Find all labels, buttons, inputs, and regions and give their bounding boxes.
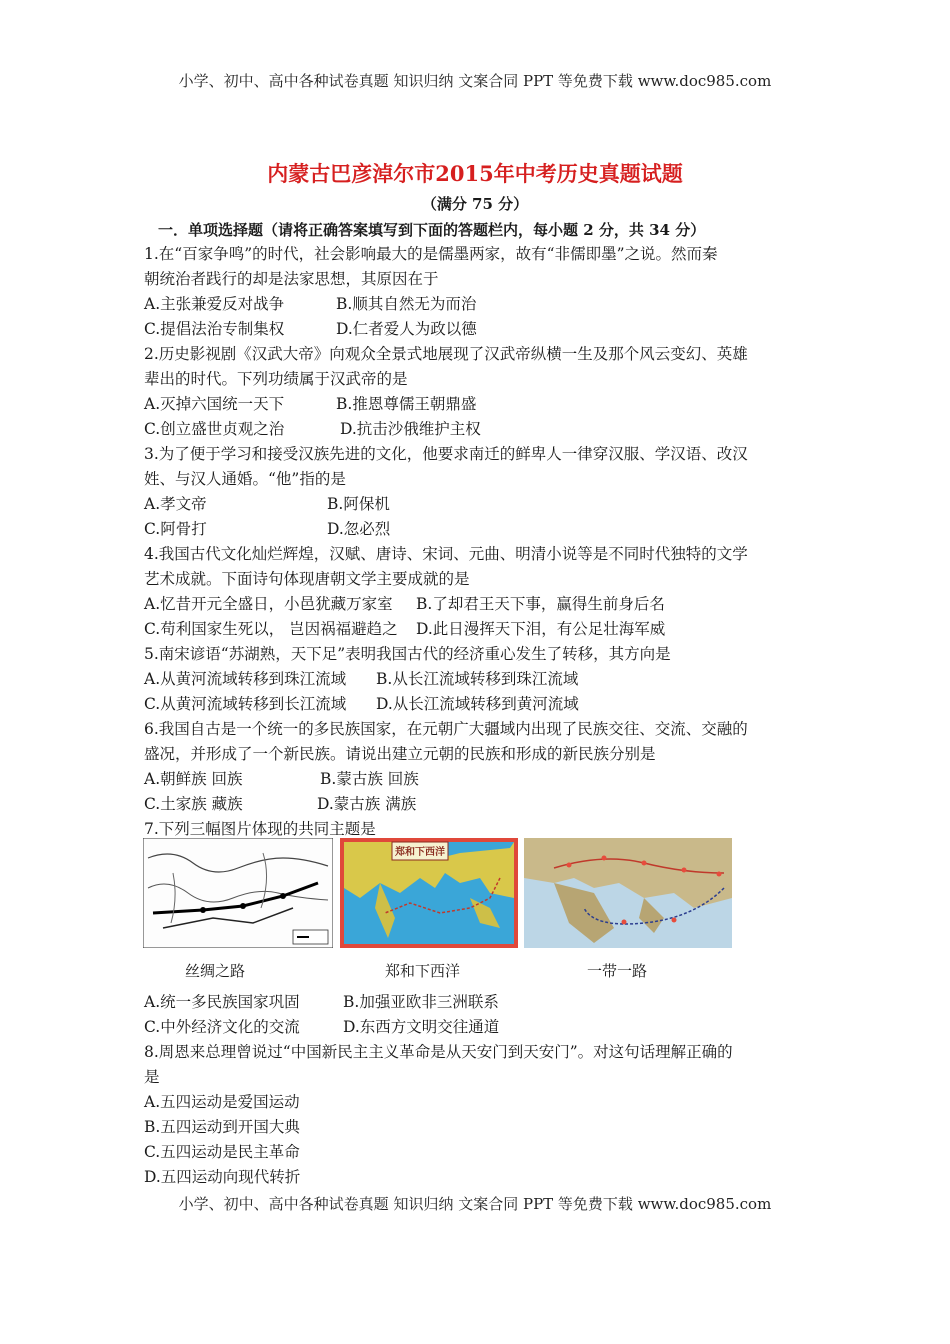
- exam-title: 内蒙古巴彦淖尔市2015年中考历史真题试题: [267, 161, 683, 186]
- q3-options-ab: [144, 494, 390, 514]
- q5-option-c: C.从黄河流域转移到长江流域: [144, 695, 347, 713]
- q3-option-a: A.孝文帝: [144, 495, 207, 513]
- q2-option-b: B.推恩尊儒王朝鼎盛: [336, 395, 477, 413]
- q3-option-b: B.阿保机: [327, 495, 390, 513]
- q6-stem-line1: 6.我国自古是一个统一的多民族国家，在元朝广大疆域内出现了民族交往、交流、交融的: [144, 720, 748, 738]
- q6-option-b: B.蒙古族 回族: [320, 770, 419, 788]
- q3-options-cd: [144, 519, 391, 539]
- caption-zheng-he: 郑和下西洋: [385, 962, 461, 980]
- q1-option-a: A.主张兼爱反对战争: [144, 295, 285, 313]
- q1-stem-line2: 朝统治者践行的却是法家思想，其原因在于: [144, 270, 439, 288]
- q3-option-c: C.阿骨打: [144, 520, 207, 538]
- q4-option-b: B.了却君王天下事，赢得生前身后名: [416, 595, 665, 613]
- q1-option-b: B.顺其自然无为而治: [336, 295, 477, 313]
- q7-option-a: A.统一多民族国家巩固: [144, 993, 300, 1011]
- q3-stem-line2: 姓、与汉人通婚。“他”指的是: [144, 470, 346, 488]
- silk-road-map: [143, 838, 333, 948]
- q4-options-cd: [144, 619, 666, 639]
- q4-option-d: D.此日漫挥天下泪，有公足壮海军威: [416, 620, 666, 638]
- q8-option-a: A.五四运动是爱国运动: [144, 1093, 300, 1111]
- caption-silk-road: 丝绸之路: [185, 962, 246, 980]
- q5-stem-line1: 5.南宋谚语“苏湖熟，天下足”表明我国古代的经济重心发生了转移，其方向是: [144, 645, 671, 663]
- page-footer: 小学、初中、高中各种试卷真题 知识归纳 文案合同 PPT 等免费下载 www.doc985.com: [178, 1195, 772, 1213]
- section-heading: 一．单项选择题（请将正确答案填写到下面的答题栏内，每小题 2 分，共 34 分）: [158, 221, 706, 239]
- q8-stem-line1: 8.周恩来总理曾说过“中国新民主主义革命是从天安门到天安门”。对这句话理解正确的: [144, 1043, 733, 1061]
- q6-options-ab: [144, 769, 419, 789]
- q2-option-a: A.灭掉六国统一天下: [144, 395, 285, 413]
- q1-stem-line1: 1.在“百家争鸣”的时代，社会影响最大的是儒墨两家，故有“非儒即墨”之说。然而秦: [144, 245, 718, 263]
- q2-option-c: C.创立盛世贞观之治: [144, 420, 285, 438]
- q6-stem-line2: 盛况，并形成了一个新民族。请说出建立元朝的民族和形成的新民族分别是: [144, 745, 656, 763]
- q4-option-a: A.忆昔开元全盛日，小邑犹藏万家室: [144, 595, 393, 613]
- q1-option-c: C.提倡法治专制集权: [144, 320, 285, 338]
- q1-option-d: D.仁者爱人为政以德: [336, 320, 477, 338]
- q8-option-b: B.五四运动到开国大典: [144, 1118, 300, 1136]
- q2-stem-line2: 辈出的时代。下列功绩属于汉武帝的是: [144, 370, 408, 388]
- zheng-he-map-graphic: [340, 838, 518, 948]
- q1-options-cd: [144, 319, 477, 339]
- q8-option-d: D.五四运动向现代转折: [144, 1168, 301, 1186]
- q7-option-b: B.加强亚欧非三洲联系: [343, 993, 499, 1011]
- q7-option-d: D.东西方文明交往通道: [343, 1018, 500, 1036]
- q7-stem-line1: 7.下列三幅图片体现的共同主题是: [144, 820, 376, 838]
- q3-stem-line1: 3.为了便于学习和接受汉族先进的文化，他要求南迁的鲜卑人一律穿汉服、学汉语、改汉: [144, 445, 748, 463]
- q5-options-ab: [144, 669, 579, 689]
- q4-option-c: C.苟利国家生死以， 岂因祸福避趋之: [144, 620, 398, 638]
- q6-option-d: D.蒙古族 满族: [317, 795, 417, 813]
- q8-option-c: C.五四运动是民主革命: [144, 1143, 300, 1161]
- silk-road-map-graphic: [143, 838, 333, 948]
- q6-option-a: A.朝鲜族 回族: [144, 770, 243, 788]
- zheng-he-map: [340, 838, 518, 948]
- q4-stem-line1: 4.我国古代文化灿烂辉煌，汉赋、唐诗、宋词、元曲、明清小说等是不同时代独特的文学: [144, 545, 748, 563]
- belt-road-map-graphic: [524, 838, 732, 948]
- score-note: （满分 75 分）: [421, 195, 529, 213]
- q2-options-cd: [144, 419, 481, 439]
- q8-stem-line2: 是: [144, 1068, 160, 1086]
- q6-option-c: C.土家族 藏族: [144, 795, 243, 813]
- q1-options-ab: [144, 294, 477, 314]
- q7-options-ab: [144, 992, 499, 1012]
- q2-option-d: D.抗击沙俄维护主权: [340, 420, 481, 438]
- q7-options-cd: [144, 1017, 500, 1037]
- q4-stem-line2: 艺术成就。下面诗句体现唐朝文学主要成就的是: [144, 570, 470, 588]
- page-header: 小学、初中、高中各种试卷真题 知识归纳 文案合同 PPT 等免费下载 www.doc985.com: [178, 72, 772, 90]
- q2-options-ab: [144, 394, 477, 414]
- q5-options-cd: [144, 694, 579, 714]
- q3-option-d: D.忽必烈: [327, 520, 391, 538]
- q5-option-a: A.从黄河流域转移到珠江流域: [144, 670, 347, 688]
- belt-road-map: [524, 838, 732, 948]
- q2-stem-line1: 2.历史影视剧《汉武大帝》向观众全景式地展现了汉武帝纵横一生及那个风云变幻、英雄: [144, 345, 748, 363]
- q7-option-c: C.中外经济文化的交流: [144, 1018, 300, 1036]
- caption-belt-road: 一带一路: [587, 962, 648, 980]
- q5-option-b: B.从长江流域转移到珠江流域: [376, 670, 579, 688]
- q5-option-d: D.从长江流域转移到黄河流域: [376, 695, 579, 713]
- q6-options-cd: [144, 794, 417, 814]
- zheng-he-map-title: 郑和下西洋: [395, 847, 445, 858]
- q4-options-ab: [144, 594, 665, 614]
